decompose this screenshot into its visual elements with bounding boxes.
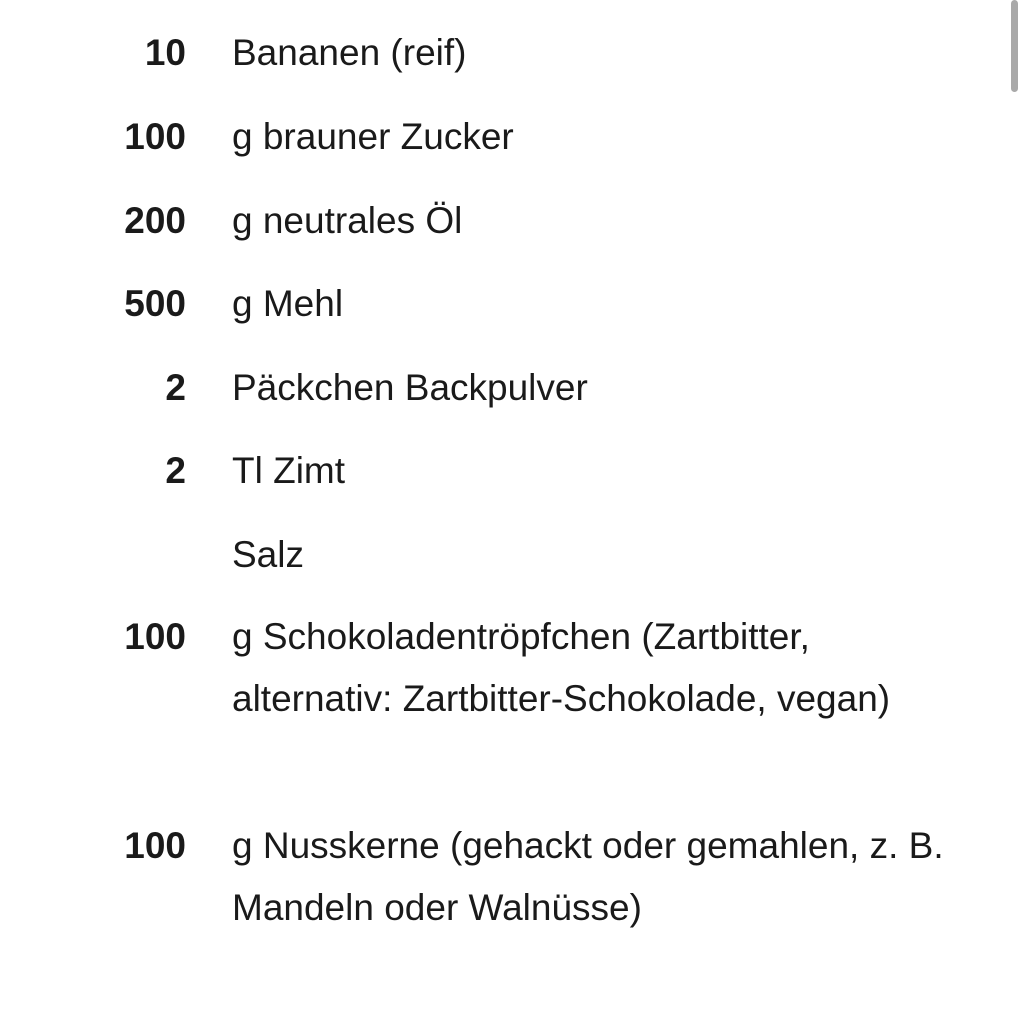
ingredient-name: Salz <box>232 534 304 575</box>
scrollbar[interactable] <box>1011 0 1018 92</box>
ingredient-row <box>0 524 980 606</box>
ingredient-name: g Schokoladentröpfchen (Zartbitter, alternativ: Zartbitter-Schokolade, vegan) <box>232 616 891 719</box>
ingredient-quantity: 200 <box>124 200 186 241</box>
ingredient-name: Päckchen Backpulver <box>232 367 588 408</box>
ingredient-name: Tl Zimt <box>232 450 346 491</box>
ingredient-name: g neutrales Öl <box>232 200 463 241</box>
ingredient-quantity: 2 <box>165 367 186 408</box>
ingredient-name: g brauner Zucker <box>232 116 514 157</box>
ingredient-row <box>0 22 980 106</box>
ingredient-quantity: 2 <box>165 450 186 491</box>
ingredient-row <box>0 106 980 190</box>
ingredient-row <box>0 815 980 1015</box>
ingredient-row <box>0 273 980 357</box>
ingredient-name: g Mehl <box>232 283 344 324</box>
ingredient-row <box>0 190 980 273</box>
ingredient-name: Bananen (reif) <box>232 32 467 73</box>
ingredient-quantity: 100 <box>124 116 186 157</box>
ingredient-list <box>0 22 980 1015</box>
ingredient-name: g Nusskerne (gehackt oder gemahlen, z. B. Mandeln oder Walnüsse) <box>232 825 944 928</box>
ingredient-row <box>0 440 980 524</box>
ingredient-quantity: 10 <box>144 32 186 73</box>
ingredient-quantity: 500 <box>124 283 186 324</box>
ingredient-row <box>0 606 980 815</box>
ingredient-row <box>0 357 980 440</box>
ingredient-quantity: 100 <box>124 825 186 866</box>
ingredient-quantity: 100 <box>124 616 186 657</box>
